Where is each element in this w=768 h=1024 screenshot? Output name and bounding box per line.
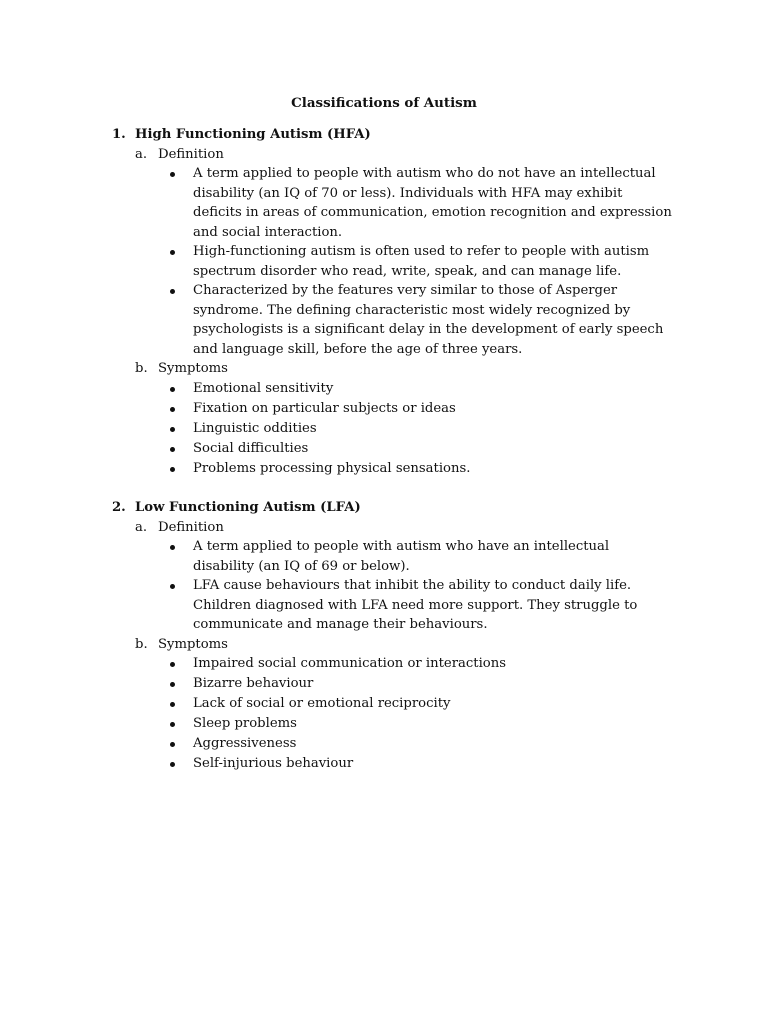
section-heading <box>0 498 768 518</box>
list-item <box>0 537 768 576</box>
list-item <box>0 379 768 399</box>
bullet-icon <box>170 289 175 294</box>
list-item-text: Self-injurious behaviour <box>193 756 354 771</box>
bullet-icon <box>170 742 175 747</box>
subsection-letter: a. <box>135 146 148 162</box>
list-item-text: Fixation on particular subjects or ideas <box>193 400 456 416</box>
document-body <box>0 125 768 774</box>
list-item <box>0 399 768 419</box>
list-item-text: Bizarre behaviour <box>193 676 314 691</box>
list-item <box>0 754 768 774</box>
subsection-label: Definition <box>158 519 224 535</box>
list-item <box>0 419 768 439</box>
list-item-text: Problems processing physical sensations. <box>193 460 471 476</box>
subsection-heading-symptoms <box>0 635 768 655</box>
subsection-heading-definition <box>0 518 768 538</box>
list-item-text: Impaired social communication or interactions <box>193 656 507 671</box>
list-item-text: Aggressiveness <box>193 736 297 751</box>
subsection-letter: b. <box>135 361 148 376</box>
list-item <box>0 674 768 694</box>
bullet-icon <box>170 467 175 472</box>
list-item-text: Social difficulties <box>193 440 309 456</box>
list-item <box>0 734 768 754</box>
list-item <box>0 459 768 479</box>
bullet-icon <box>170 387 175 392</box>
subsection-heading-symptoms <box>0 359 768 379</box>
subsection-heading-definition <box>0 145 768 165</box>
list-item <box>0 714 768 734</box>
subsection-label: Symptoms <box>158 636 228 652</box>
section-title: High Functioning Autism (HFA) <box>135 127 371 142</box>
list-item <box>0 694 768 714</box>
bullet-icon <box>170 722 175 727</box>
bullet-icon <box>170 172 175 177</box>
list-item <box>0 281 768 359</box>
bullet-icon <box>170 662 175 667</box>
bullet-icon <box>170 682 175 687</box>
list-item-text: A term applied to people with autism who do not have an intellectual disability (an IQ of 70 or less). Individuals with HFA may exhibit deficits in areas of communication, emotion recognition and expression and social interaction. <box>193 166 672 240</box>
definition-list <box>0 537 768 635</box>
list-item-text: Linguistic oddities <box>193 420 317 436</box>
subsection-label: Definition <box>158 146 224 162</box>
symptoms-list <box>0 379 768 479</box>
subsection-letter: b. <box>135 636 148 652</box>
section-number: 1. <box>112 127 126 142</box>
list-item <box>0 576 768 635</box>
symptoms-list <box>0 654 768 774</box>
list-item <box>0 242 768 281</box>
list-item-text: A term applied to people with autism who have an intellectual disability (an IQ of 69 or below). <box>193 539 610 574</box>
list-item-text: Sleep problems <box>193 716 297 731</box>
list-item <box>0 439 768 459</box>
page-title: Classifications of Autism <box>291 95 477 111</box>
list-item-text: Characterized by the features very similar to those of Asperger syndrome. The defining characteristic most widely recognized by psychologists is a significant delay in the development of early speech and language skill, before the age of three years. <box>193 283 664 357</box>
bullet-icon <box>170 545 175 550</box>
bullet-icon <box>170 447 175 452</box>
list-item <box>0 654 768 674</box>
section-lfa <box>0 498 768 774</box>
subsection-letter: a. <box>135 519 148 535</box>
list-item <box>0 164 768 242</box>
section-spacer <box>0 479 768 499</box>
list-item-text: Emotional sensitivity <box>193 380 334 396</box>
list-item-text: High-functioning autism is often used to refer to people with autism spectrum disorder who read, write, speak, and can manage life. <box>193 244 650 279</box>
section-hfa <box>0 125 768 478</box>
list-item-text: Lack of social or emotional reciprocity <box>193 696 451 711</box>
section-heading <box>0 125 768 145</box>
bullet-icon <box>170 427 175 432</box>
list-item-text: LFA cause behaviours that inhibit the ability to conduct daily life. Children diagnosed with LFA need more support. They struggle to communicate and manage their behaviours. <box>193 578 638 632</box>
bullet-icon <box>170 584 175 589</box>
bullet-icon <box>170 762 175 767</box>
bullet-icon <box>170 250 175 255</box>
subsection-label: Symptoms <box>158 361 228 376</box>
bullet-icon <box>170 702 175 707</box>
definition-list <box>0 164 768 359</box>
bullet-icon <box>170 407 175 412</box>
section-number: 2. <box>112 500 126 515</box>
section-title: Low Functioning Autism (LFA) <box>135 500 361 515</box>
